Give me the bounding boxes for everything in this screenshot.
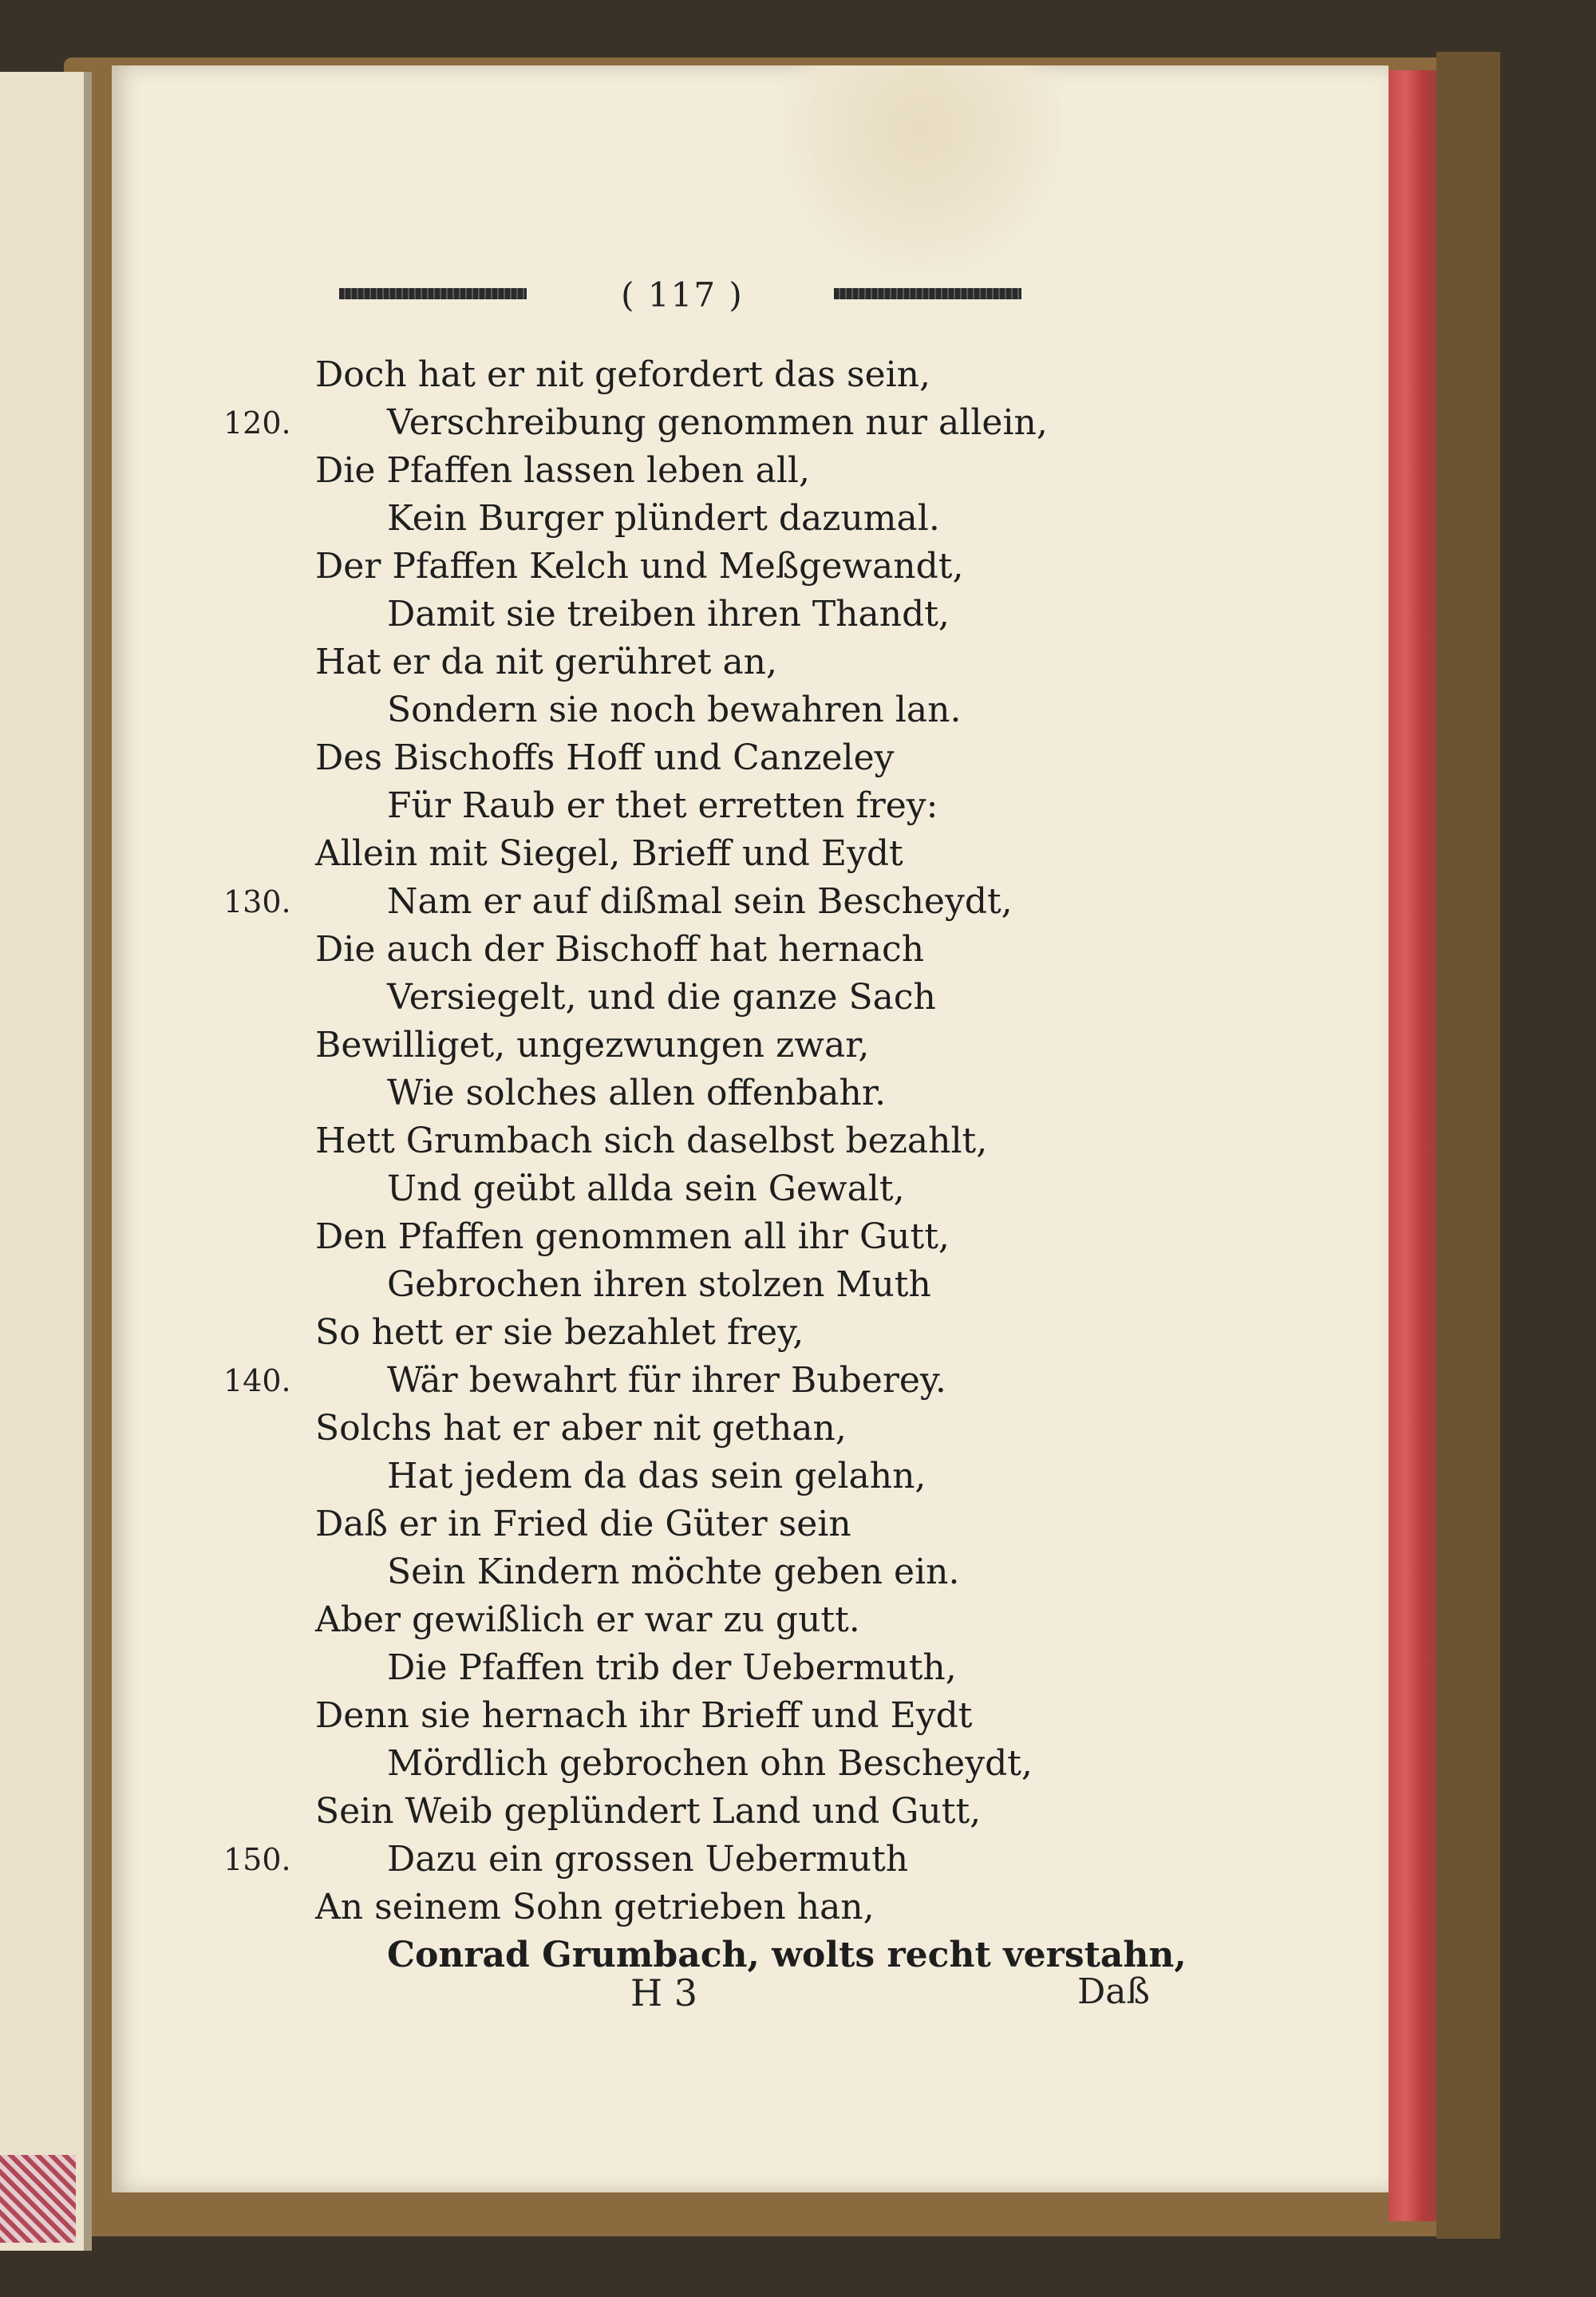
book-cover-edge — [1436, 52, 1500, 2239]
verse-line: Sein Kindern möchte geben ein. — [387, 1552, 960, 1592]
verse-line: Hat er da nit gerühret an, — [315, 642, 778, 682]
verse-line: Sein Weib geplündert Land und Gutt, — [315, 1791, 982, 1832]
page-number: ( 117 ) — [621, 275, 744, 314]
verse-line: Kein Burger plündert dazumal. — [387, 498, 940, 539]
verse-line: Des Bischoffs Hoff und Canzeley — [315, 737, 895, 778]
verse-line: Doch hat er nit gefordert das sein, — [315, 354, 931, 395]
verse-line: Hett Grumbach sich daselbst bezahlt, — [315, 1121, 988, 1161]
line-number: 130. — [223, 884, 291, 919]
signature-mark: H 3 — [630, 1971, 698, 2014]
verse-line: Wie solches allen offenbahr. — [387, 1073, 887, 1113]
verse-line: Conrad Grumbach, wolts recht verstahn, — [387, 1935, 1187, 1975]
verse-line: Nam er auf dißmal sein Bescheydt, — [387, 881, 1013, 922]
catchword: Daß — [1077, 1971, 1150, 2012]
verse-line: Verschreibung genommen nur allein, — [387, 402, 1048, 443]
page-header — [339, 275, 1025, 315]
verse-line: Für Raub er thet erretten frey: — [387, 785, 938, 826]
verse-line: Hat jedem da das sein gelahn, — [387, 1456, 926, 1496]
red-page-edges — [1389, 70, 1436, 2221]
verse-line: Sondern sie noch bewahren lan. — [387, 690, 962, 730]
header-rule-left — [339, 288, 527, 299]
verse-line: Allein mit Siegel, Brieff und Eydt — [315, 833, 903, 874]
verse-line: Versiegelt, und die ganze Sach — [387, 977, 936, 1018]
verse-line: Und geübt allda sein Gewalt, — [387, 1168, 905, 1209]
verse-line: Denn sie hernach ihr Brieff und Eydt — [315, 1695, 973, 1736]
verse-line: Wär bewahrt für ihrer Buberey. — [387, 1360, 946, 1401]
header-rule-right — [834, 288, 1021, 299]
binding-cloth — [0, 2155, 76, 2243]
line-number: 140. — [223, 1363, 291, 1398]
verse-line: Bewilliget, ungezwungen zwar, — [315, 1025, 870, 1065]
verse-line: Damit sie treiben ihren Thandt, — [387, 594, 950, 635]
verse-line: Den Pfaffen genommen all ihr Gutt, — [315, 1216, 950, 1257]
verse-line: Die auch der Bischoff hat hernach — [315, 929, 925, 970]
verse-line: Die Pfaffen lassen leben all, — [315, 450, 810, 491]
line-number: 120. — [223, 405, 291, 441]
verse-line: So hett er sie bezahlet frey, — [315, 1312, 804, 1353]
verse-line: Mördlich gebrochen ohn Bescheydt, — [387, 1743, 1033, 1784]
verse-line: Aber gewißlich er war zu gutt. — [315, 1599, 860, 1640]
verse-line: Die Pfaffen trib der Uebermuth, — [387, 1647, 957, 1688]
verse-line: Gebrochen ihren stolzen Muth — [387, 1264, 931, 1305]
verse-line: Der Pfaffen Kelch und Meßgewandt, — [315, 546, 964, 587]
facing-page-edge — [0, 72, 92, 2251]
line-number: 150. — [223, 1842, 291, 1877]
verse-line: An seinem Sohn getrieben han, — [315, 1887, 875, 1927]
paper-stain — [782, 65, 1061, 273]
verse-line: Solchs hat er aber nit gethan, — [315, 1408, 847, 1449]
verse-line: Daß er in Fried die Güter sein — [315, 1504, 851, 1544]
verse-line: Dazu ein grossen Uebermuth — [387, 1839, 909, 1880]
